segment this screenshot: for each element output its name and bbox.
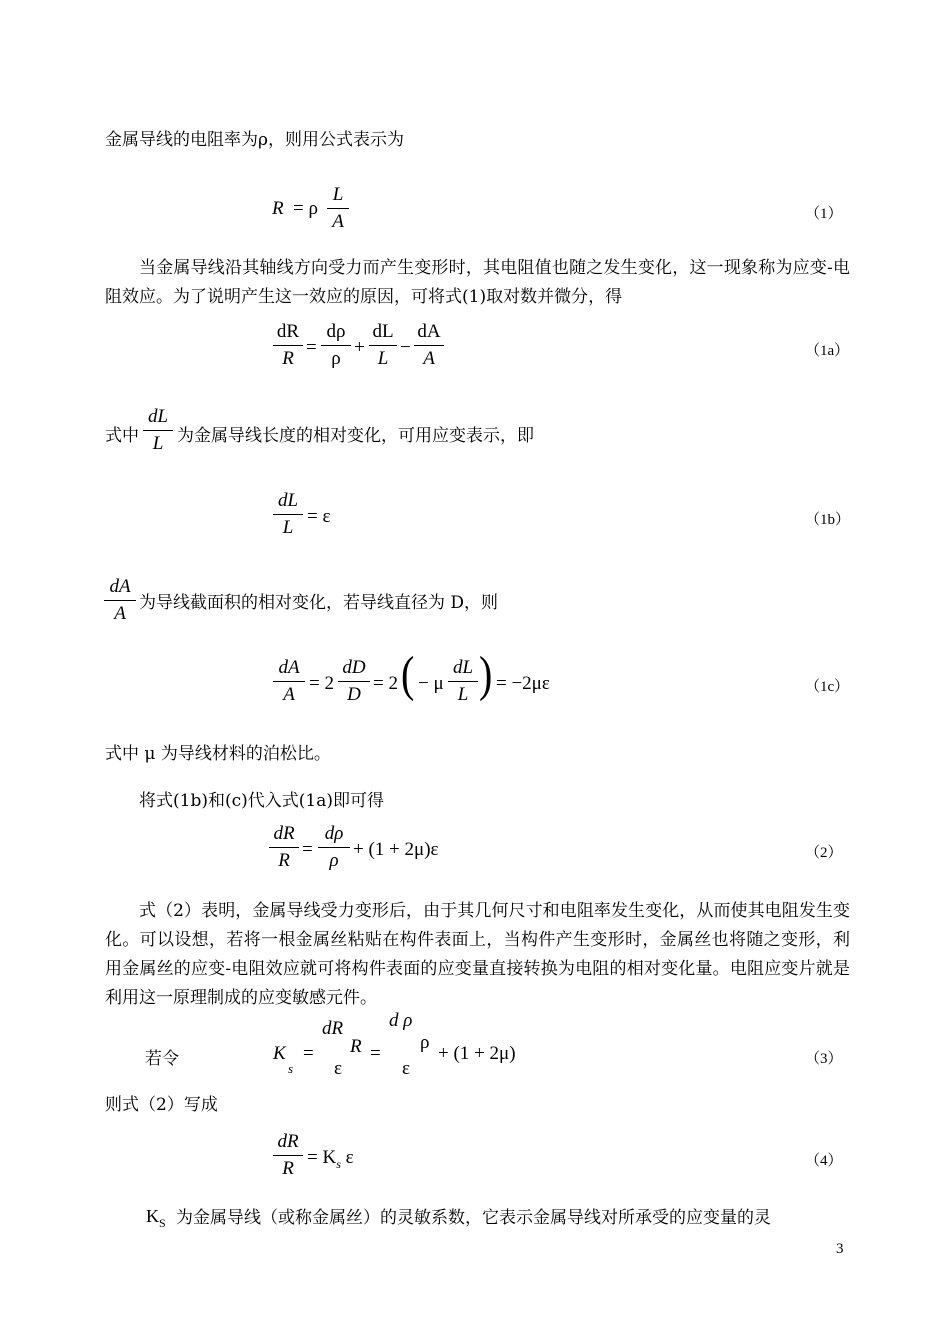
eq3-eps1: ε: [334, 1058, 342, 1079]
eq1a-frac2: dρ ρ: [321, 320, 351, 371]
eq2-op1: =: [302, 839, 313, 860]
eq2-number: （2）: [805, 845, 843, 861]
eq1a-frac3: dL L: [369, 320, 397, 371]
eq3-eps2: ε: [402, 1058, 410, 1079]
eq1-eq: = ρ: [293, 198, 318, 219]
eq1-number: （1）: [805, 206, 843, 222]
text-line-relative-length-a: 式中: [105, 426, 139, 446]
paragraph-strain-gauge: 式（2）表明，金属导线受力变形后，由于其几何尺寸和电阻率发生变化，从而使其电阻发生变化。可以设想，若将一根金属丝粘贴在构件表面上，当构件产生变形时，金属丝也将随之变形，利用金属丝的应变-电阻效应就可将构件表面的应变量直接转换为电阻的相对变化量。电阻应变片就是利用这一原理制成的应变敏感元件。: [105, 901, 850, 1008]
eq4-number: （4）: [805, 1153, 843, 1169]
eq1c-rhs: = −2με: [496, 673, 550, 694]
page-number: 3: [836, 1241, 844, 1257]
eq3-dR: dR: [322, 1018, 344, 1039]
eq1a-op2: +: [354, 337, 365, 358]
eq3-rhs: + (1 + 2μ): [438, 1043, 516, 1064]
eq1a-op3: −: [400, 337, 411, 358]
eq1b-number: （1b）: [805, 512, 851, 528]
eq1c-minus-mu: − μ: [418, 673, 444, 694]
paragraph-strain-effect: 当金属导线沿其轴线方向受力而产生变形时，其电阻值也随之发生变化，这一现象称为应变-电阻效应。为了说明产生这一效应的原因，可将式(1)取对数并微分，得: [105, 258, 850, 307]
eq3-K: K: [273, 1043, 286, 1064]
eq3-K-sub: s: [288, 1061, 294, 1076]
eq2-frac2: dρ ρ: [318, 822, 350, 873]
eq1c-frac2: dD D: [338, 656, 370, 707]
eq3-number: （3）: [805, 1051, 843, 1067]
eq1b-fraction: dL L: [273, 489, 303, 540]
text-let: 若令: [145, 1049, 179, 1069]
eq1c-frac1: dA A: [273, 656, 305, 707]
eq1a-frac1: dR R: [273, 320, 303, 371]
eq1a-number: （1a）: [805, 343, 850, 359]
eq1a-op1: =: [306, 337, 317, 358]
text-line-poisson: 式中 μ 为导线材料的泊松比。: [105, 744, 331, 764]
eq1c-op2: = 2: [373, 673, 398, 694]
eq1-fraction: L A: [327, 183, 349, 234]
eq1a-frac4: dA A: [414, 320, 444, 371]
eq3-eq2: =: [370, 1043, 381, 1064]
eq3-drho: d ρ: [389, 1010, 413, 1031]
eq4-fraction: dR R: [273, 1130, 303, 1181]
text-line-substitute: 将式(1b)和(c)代入式(1a)即可得: [139, 791, 384, 811]
inline-fraction-dL-L: dL L: [143, 405, 173, 456]
eq1c-op1: = 2: [309, 673, 334, 694]
text-line-cross-section: 为导线截面积的相对变化，若导线直径为 D，则: [139, 593, 499, 613]
eq1c-number: （1c）: [805, 679, 850, 695]
ks-symbol: $K_S$: [146, 1206, 166, 1230]
eq1b-rhs: = ε: [307, 506, 331, 527]
eq2-rhs: + (1 + 2μ)ε: [353, 839, 439, 860]
eq3-rho: ρ: [420, 1032, 430, 1053]
inline-fraction-dA-A: dA A: [104, 575, 136, 626]
text-line-rewrite: 则式（2）写成: [105, 1095, 218, 1115]
eq2-frac1: dR R: [269, 822, 299, 873]
eq1c-right-paren: ): [479, 645, 493, 702]
text-line-resistivity: 金属导线的电阻率为ρ，则用公式表示为: [105, 130, 404, 150]
eq3-eq1: =: [303, 1043, 314, 1064]
eq4-rhs: = $K_s$ ε: [307, 1147, 354, 1171]
eq1-R: R: [272, 198, 284, 219]
eq1c-frac3: dL L: [448, 656, 478, 707]
text-line-relative-length-b: 为金属导线长度的相对变化，可用应变表示，即: [177, 426, 534, 446]
eq1c-left-paren: (: [401, 645, 415, 702]
text-line-sensitivity: 为金属导线（或称金属丝）的灵敏系数，它表示金属导线对所承受的应变量的灵: [176, 1208, 771, 1228]
eq3-R: R: [350, 1036, 362, 1057]
